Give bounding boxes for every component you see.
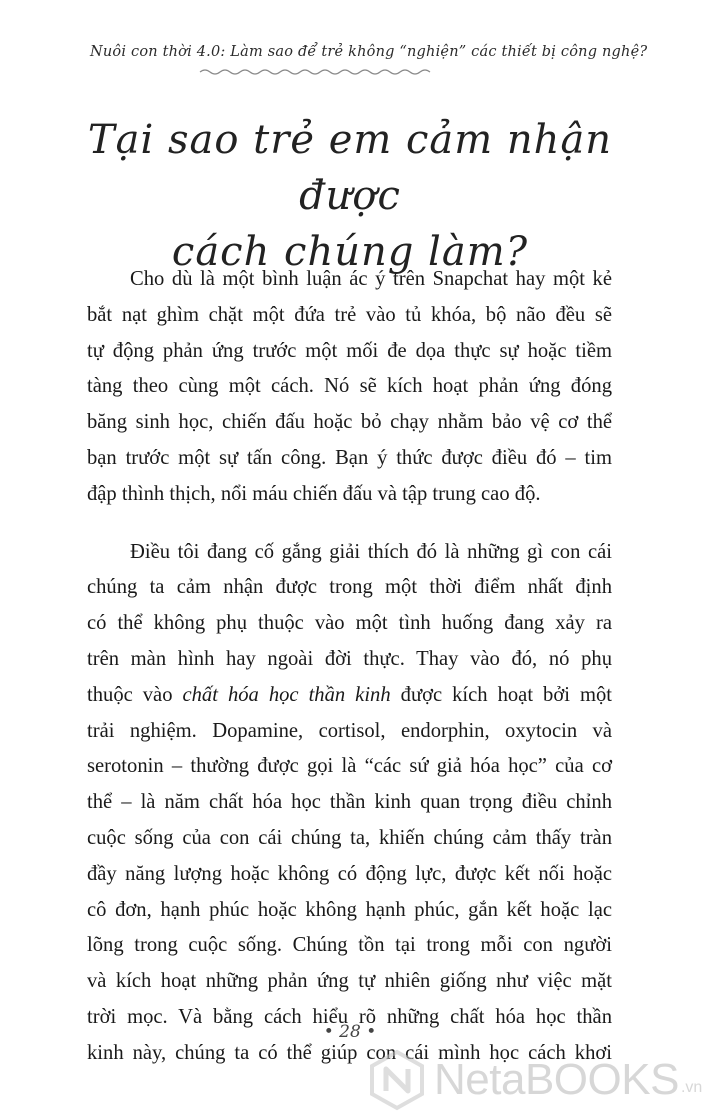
- text-line: tàng theo cùng một cách. Nó sẽ kích hoạt phản ứng đóng: [87, 375, 612, 398]
- text-line: chúng ta cảm nhận được trong một thời điểm nhất định: [87, 576, 612, 599]
- text-line: thể – là năm chất hóa học thần kinh quan trọng điều chỉnh: [87, 791, 612, 814]
- chapter-title: [60, 112, 640, 280]
- text-line: đầy năng lượng hoặc không có động lực, được kết nối hoặc: [87, 862, 612, 885]
- netabooks-logo-icon: [366, 1049, 428, 1111]
- chapter-title-line-1: Tại sao trẻ em cảm nhận được: [87, 117, 613, 219]
- text-line: cuộc sống của con cái chúng ta, khiến chúng cảm thấy tràn: [87, 826, 612, 849]
- text-fragment: thuộc vào: [87, 683, 173, 706]
- watermark-brand: NetaBOOKS: [434, 1055, 679, 1104]
- text-line: tự động phản ứng trước một mối đe dọa thực sự hoặc tiềm: [87, 339, 612, 362]
- header-wavy-rule: [200, 67, 430, 77]
- netabooks-watermark: [366, 1045, 700, 1115]
- text-line: trải nghiệm. Dopamine, cortisol, endorphin, oxytocin và: [87, 719, 612, 742]
- text-line: trên màn hình hay ngoài đời thực. Thay vào đó, nó phụ: [87, 647, 612, 670]
- watermark-suffix: .vn: [680, 1079, 702, 1096]
- page-number: • 28 •: [323, 1022, 377, 1042]
- text-line: Điều tôi đang cố gắng giải thích đó là những gì con cái: [130, 540, 612, 563]
- text-line-mixed: [87, 678, 612, 714]
- emphasis-term: chất hóa học thần kinh: [182, 683, 391, 706]
- text-line: có thể không phụ thuộc vào một tình huống đang xảy ra: [87, 612, 612, 635]
- chapter-title-line-2: cách chúng làm?: [171, 229, 529, 275]
- text-line: serotonin – thường được gọi là “các sứ giả hóa học” của cơ: [87, 755, 612, 778]
- text-line: bạn trước một sự tấn công. Bạn ý thức được điều đó – tim: [87, 446, 612, 469]
- text-line: bắt nạt ghìm chặt một đứa trẻ vào tủ khóa, bộ não đều sẽ: [87, 303, 612, 326]
- text-line: cô đơn, hạnh phúc hoặc không hạnh phúc, gắn kết hoặc lạc: [87, 898, 612, 921]
- text-fragment: được kích hoạt bởi một: [400, 683, 612, 706]
- paragraph-2: [87, 535, 612, 1072]
- text-line: đập thình thịch, nổi máu chiến đấu và tập trung cao độ.: [87, 482, 541, 505]
- text-line: Cho dù là một bình luận ác ý trên Snapchat hay một kẻ: [130, 268, 612, 290]
- text-line: lõng trong cuộc sống. Chúng tồn tại trong mỗi con người: [87, 934, 612, 957]
- text-line: kinh này, chúng ta có thể giúp con cái mình học cách khơi: [87, 1041, 612, 1064]
- running-header: Nuôi con thời 4.0: Làm sao để trẻ không “nghiện” các thiết bị công nghệ?: [90, 44, 648, 60]
- text-line: trời mọc. Và bằng cách hiểu rõ những chất hóa học thần: [87, 1005, 612, 1028]
- paragraph-1: [87, 262, 612, 513]
- body-text: [87, 262, 612, 1094]
- text-line: băng sinh học, chiến đấu hoặc bỏ chạy nhằm bảo vệ cơ thể: [87, 411, 612, 434]
- text-line: và kích hoạt những phản ứng tự nhiên giống như việc mặt: [87, 970, 612, 993]
